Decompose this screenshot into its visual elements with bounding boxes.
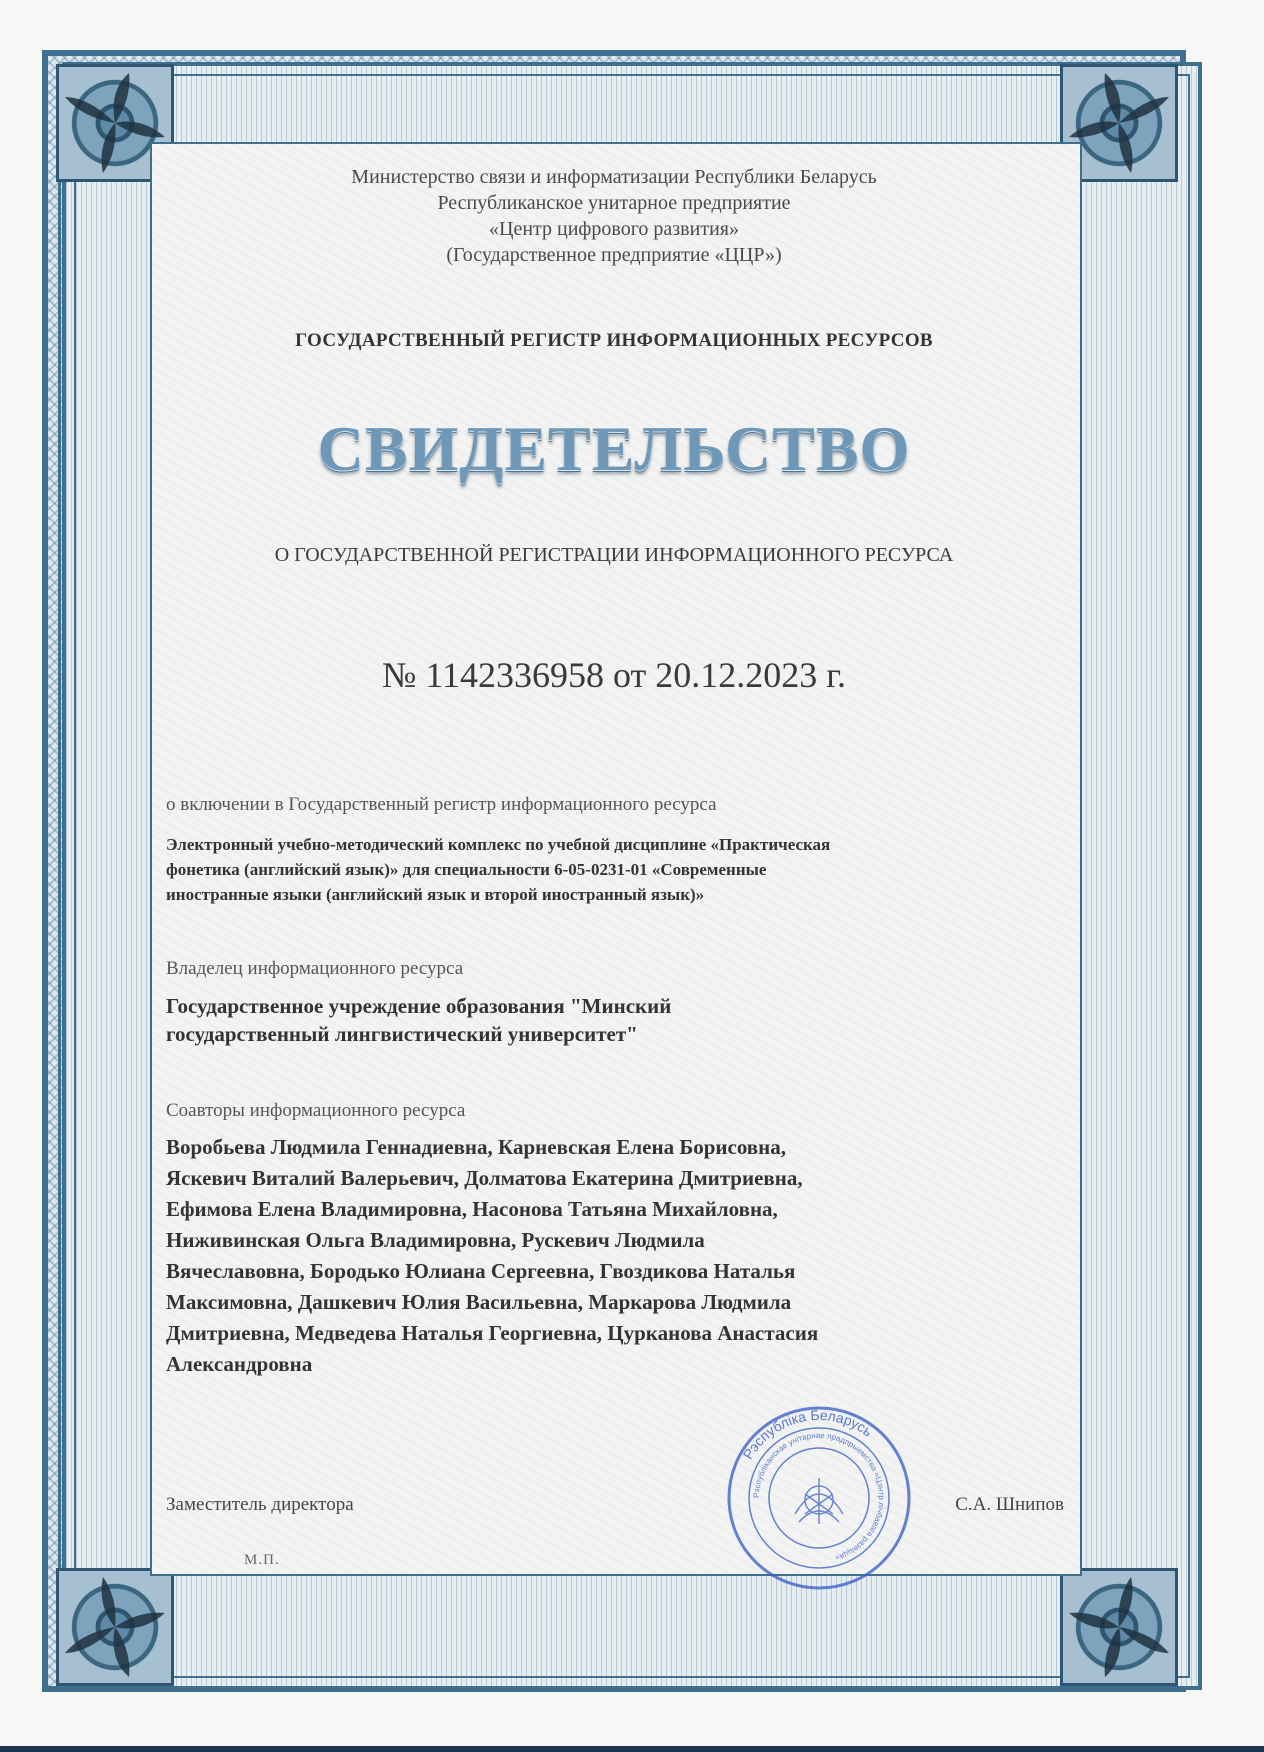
page-bottom-edge: [0, 1746, 1264, 1752]
enterprise-name: «Центр цифрового развития»: [489, 218, 739, 240]
certificate-number: № 1142336958 от 20.12.2023 г.: [382, 655, 846, 695]
seal-outer-text: Рэспубліка Беларусь: [739, 1406, 876, 1462]
resource-name-line: фонетика (английский язык)» для специальности 6-05-0231-01 «Современные: [166, 860, 767, 879]
official-seal: [725, 1404, 913, 1592]
seal-emblem-icon: [795, 1478, 843, 1524]
coauthors-line: Ефимова Елена Владимировна, Насонова Татьяна Михайловна,: [166, 1197, 778, 1221]
enterprise-short-name: (Государственное предприятие «ЦЦР»): [446, 244, 782, 266]
resource-name-line: иностранные языки (английский язык и второй иностранный язык)»: [166, 885, 705, 904]
coauthors-line: Александровна: [166, 1352, 313, 1376]
resource-name-line: Электронный учебно-методический комплекс по учебной дисциплине «Практическая: [166, 835, 831, 854]
signatory-name: С.А. Шнипов: [955, 1494, 1064, 1515]
owner-name: [166, 992, 1066, 1048]
coauthors-line: Максимовна, Дашкевич Юлия Васильевна, Маркарова Людмила: [166, 1290, 792, 1314]
coauthors-line: Воробьева Людмила Геннадиевна, Карневская Елена Борисовна,: [166, 1135, 786, 1159]
ministry-name: Министерство связи и информатизации Республики Беларусь: [351, 166, 877, 188]
inclusion-label: о включении в Государственный регистр информационного ресурса: [166, 794, 717, 815]
owner-label: Владелец информационного ресурса: [166, 958, 464, 979]
corner-rosette-bottom-left: [56, 1568, 174, 1686]
coauthors-line: Ниживинская Ольга Владимировна, Рускевич Людмила: [166, 1228, 705, 1252]
coauthors-list: [166, 1132, 1046, 1380]
coauthors-line: Дмитриевна, Медведева Наталья Георгиевна, Цурканова Анастасия: [166, 1321, 819, 1345]
enterprise-type: Республиканское унитарное предприятие: [437, 192, 791, 214]
seal-inner-text: Рэспубліканскае унітарнае прадпрыемства «Цэнтр лічбавага развіцця»: [751, 1430, 887, 1563]
corner-rosette-bottom-right: [1060, 1568, 1178, 1686]
stamp-place-mark: М.П.: [244, 1552, 280, 1568]
certificate-subtitle: О ГОСУДАРСТВЕННОЙ РЕГИСТРАЦИИ ИНФОРМАЦИОННОГО РЕСУРСА: [274, 544, 954, 566]
coauthors-line: Вячеславовна, Бородько Юлиана Сергеевна, Гвоздикова Наталья: [166, 1259, 796, 1283]
resource-name: [166, 832, 1066, 907]
signatory-position: Заместитель директора: [166, 1494, 354, 1515]
issuer-header: [150, 164, 1078, 268]
certificate-title: СВИДЕТЕЛЬСТВО: [317, 413, 911, 484]
owner-name-line: Государственное учреждение образования "Минский: [166, 994, 672, 1018]
register-title: ГОСУДАРСТВЕННЫЙ РЕГИСТР ИНФОРМАЦИОННЫХ РЕСУРСОВ: [295, 330, 933, 351]
coauthors-label: Соавторы информационного ресурса: [166, 1100, 466, 1121]
owner-name-line: государственный лингвистический университет": [166, 1022, 638, 1046]
coauthors-line: Яскевич Виталий Валерьевич, Долматова Екатерина Дмитриевна,: [166, 1166, 803, 1190]
